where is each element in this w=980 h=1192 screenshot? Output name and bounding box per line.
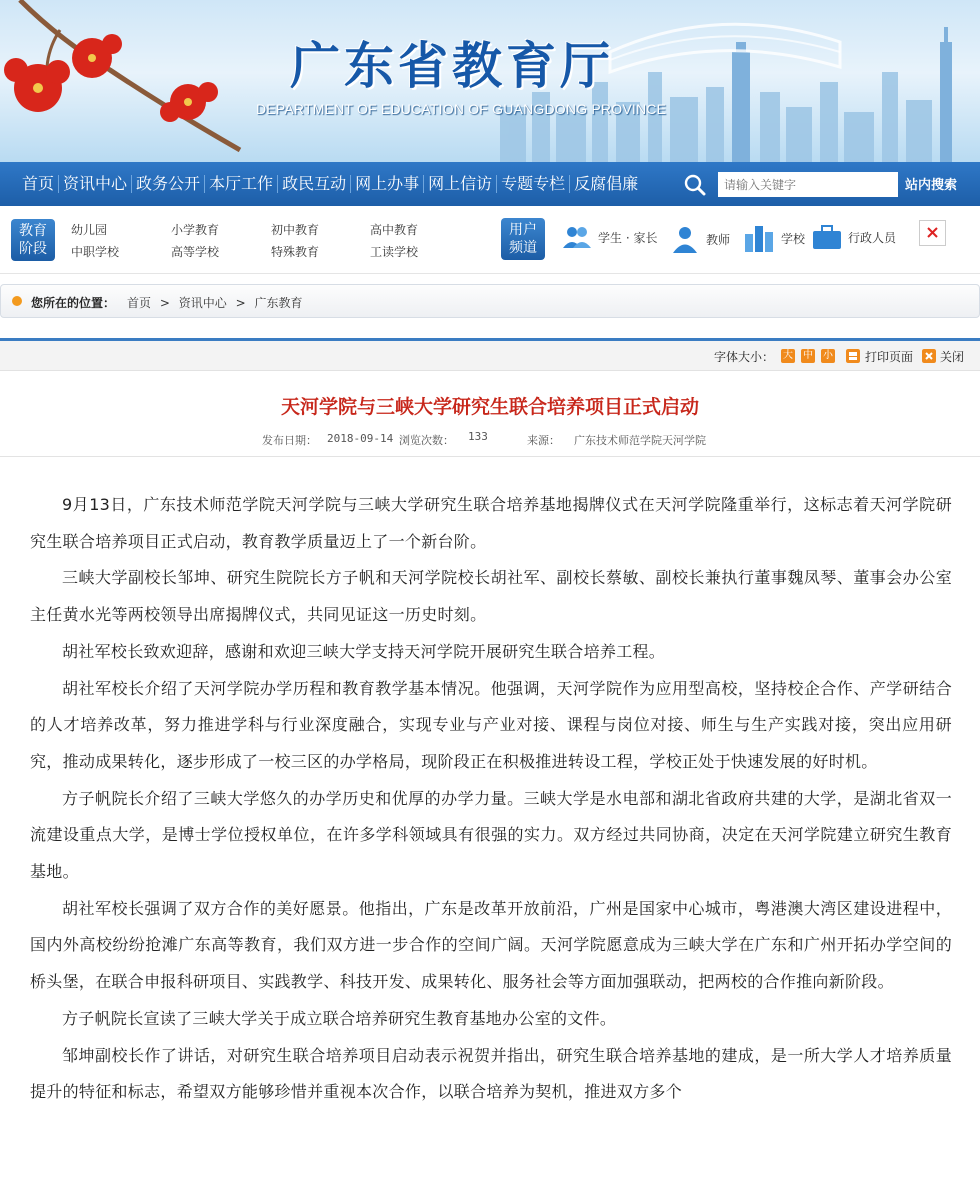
site-subtitle: DEPARTMENT OF EDUCATION OF GUANGDONG PROVINCE: [256, 101, 667, 117]
search-input[interactable]: [718, 172, 898, 197]
breadcrumb-separator: >: [159, 296, 170, 310]
nav-item-petition[interactable]: 网上信访: [428, 174, 493, 193]
nav-item-news[interactable]: 资讯中心: [63, 174, 128, 193]
article-paragraph: 方子帆院长宣读了三峡大学关于成立联合培养研究生教育基地办公室的文件。: [62, 1008, 617, 1028]
stage-link-senior-high[interactable]: 高中教育: [370, 223, 419, 237]
article-body: [30, 487, 952, 1111]
article-title: 天河学院与三峡大学研究生联合培养项目正式启动: [280, 396, 699, 418]
site-search-button[interactable]: 站内搜索: [905, 178, 958, 193]
breadcrumb-separator: >: [235, 296, 246, 310]
article-paragraph: 三峡大学副校长邹坤、研究生院院长方子帆和天河学院校长胡社军、副校长蔡敏、副校长兼执行董事魏凤琴、董事会办公室主任黄水光等两校领导出席揭牌仪式，共同见证这一历史时刻。: [30, 568, 952, 625]
site-title: 广东省教育厅: [290, 36, 614, 95]
stage-link-kindergarten[interactable]: 幼儿园: [71, 223, 108, 237]
location-dot-icon: [12, 296, 22, 306]
nav-item-anti-corruption[interactable]: 反腐倡廉: [574, 174, 639, 193]
school-building-icon: [743, 224, 775, 252]
channel-admin[interactable]: [812, 224, 896, 250]
badge-line: 频道: [509, 240, 537, 256]
kapok-flower-illustration: [0, 0, 260, 162]
briefcase-icon: [812, 224, 842, 250]
breadcrumb-item[interactable]: 资讯中心: [178, 296, 227, 310]
breadcrumb-path: [127, 294, 302, 311]
education-stage-badge: [11, 219, 55, 261]
print-icon[interactable]: [846, 349, 860, 363]
font-size-medium-button[interactable]: 中: [803, 350, 813, 361]
main-nav: [0, 162, 980, 206]
breadcrumb-item[interactable]: 广东教育: [254, 296, 303, 310]
channel-school[interactable]: [743, 224, 805, 252]
article-paragraph: 9月13日，广东技术师范学院天河学院与三峡大学研究生联合培养基地揭牌仪式在天河学院隆重举行，这标志着天河学院研究生联合培养项目正式启动，教育教学质量迈上了一个新台阶。: [30, 495, 952, 551]
article-paragraph: 邹坤副校长作了讲话，对研究生联合培养项目启动表示祝贺并指出，研究生联合培养基地的建成，是一所大学人才培养质量提升的特征和标志，希望双方能够珍惜并重视本次合作，以联合培养为契机，推进双方多个: [30, 1045, 952, 1102]
print-page-link[interactable]: 打印页面: [865, 350, 914, 364]
site-banner: [0, 0, 980, 162]
nav-item-gov-affairs[interactable]: 政务公开: [136, 174, 201, 193]
breadcrumb: [0, 284, 980, 318]
article-paragraph: 胡社军校长强调了双方合作的美好愿景。他指出，广东是改革开放前沿，广州是国家中心城市，粤港澳大湾区建设进程中，国内外高校纷纷抢滩广东高等教育，我们双方进一步合作的空间广阔。天河学院愿意成为三峡大学在广东和广州开拓办学空间的桥头堡，在联合申报科研项目、实践教学、科技开发、成果转化、服务社会等方面加强联动，把两校的合作推向新阶段。: [30, 898, 952, 992]
badge-line: 阶段: [19, 241, 47, 257]
students-icon: [562, 224, 592, 250]
badge-line: 教育: [19, 223, 47, 239]
stage-link-junior-high[interactable]: 初中教育: [271, 223, 320, 237]
view-count: 133: [468, 430, 488, 443]
stage-link-primary[interactable]: 小学教育: [171, 223, 220, 237]
stage-link-reform-school[interactable]: 工读学校: [370, 245, 419, 259]
nav-item-home[interactable]: 首页: [22, 174, 55, 193]
nav-item-interaction[interactable]: 政民互动: [282, 174, 347, 193]
article-paragraph: 胡社军校长致欢迎辞，感谢和欢迎三峡大学支持天河学院开展研究生联合培养工程。: [62, 641, 666, 661]
search-icon[interactable]: [684, 174, 706, 196]
view-count-label: 浏览次数：: [399, 434, 454, 447]
channel-label: 教师: [706, 232, 731, 247]
publish-date: 2018-09-14: [327, 432, 394, 445]
font-size-large-button[interactable]: 大: [783, 350, 793, 361]
breadcrumb-item[interactable]: 首页: [127, 296, 152, 310]
source-label: 来源：: [527, 434, 560, 447]
nav-item-dept-work[interactable]: 本厅工作: [209, 174, 274, 193]
category-panel: [0, 206, 980, 274]
channel-label: 学校: [781, 231, 806, 246]
article-paragraph: 方子帆院长介绍了三峡大学悠久的办学历史和优厚的办学力量。三峡大学是水电部和湖北省政府共建的大学，是湖北省双一流建设重点大学，是博士学位授权单位，在许多学科领域具有很强的实力。双方经过共同协商，决定在天河学院建立研究生教育基地。: [30, 788, 952, 882]
publish-date-label: 发布日期：: [262, 434, 317, 447]
channel-label: 行政人员: [848, 230, 897, 245]
close-window-link[interactable]: 关闭: [940, 350, 965, 364]
breadcrumb-label: 您所在的位置：: [31, 296, 116, 310]
close-window-icon[interactable]: [922, 349, 936, 363]
article-toolbar: [0, 341, 980, 371]
article-paragraph: 胡社军校长介绍了天河学院办学历程和教育教学基本情况。他强调，天河学院作为应用型高校，坚持校企合作、产学研结合的人才培养改革，努力推进学科与行业深度融合，实现专业与产业对接、课程与岗位对接、师生与生产实践对接，突出应用研究，推动成果转化，逐步形成了一校三区的办学格局，现阶段正在积极推进转设工程，学校正处于快速发展的好时机。: [30, 678, 952, 771]
close-panel-button[interactable]: [919, 220, 946, 246]
meta-divider: [0, 456, 980, 457]
channel-student-parent[interactable]: [562, 224, 657, 250]
stage-link-higher-ed[interactable]: 高等学校: [171, 245, 220, 259]
user-channel-badge: [501, 218, 545, 260]
teacher-icon: [670, 224, 700, 254]
channel-label: 学生 · 家长: [598, 230, 658, 245]
source-name: 广东技术师范学院天河学院: [574, 434, 706, 447]
badge-line: 用户: [509, 222, 537, 238]
stage-link-special-ed[interactable]: 特殊教育: [271, 245, 320, 259]
font-size-small-button[interactable]: 小: [823, 350, 833, 361]
nav-item-special-topics[interactable]: 专题专栏: [501, 174, 566, 193]
channel-teacher[interactable]: [670, 224, 730, 254]
nav-item-online-service[interactable]: 网上办事: [355, 174, 420, 193]
stage-link-vocational[interactable]: 中职学校: [71, 245, 120, 259]
font-size-label: 字体大小：: [714, 350, 775, 364]
close-icon: [920, 221, 945, 245]
